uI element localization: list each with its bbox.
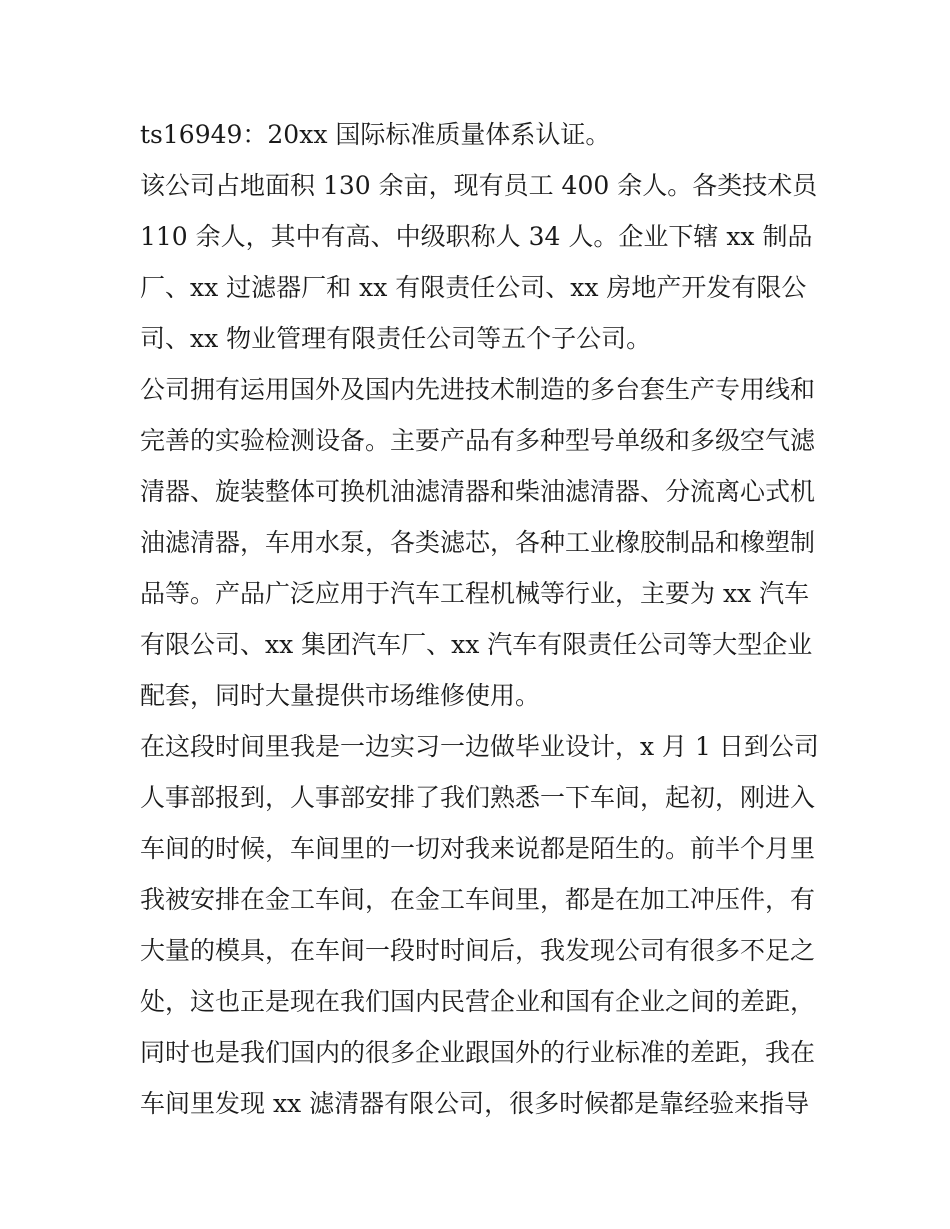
text-line: 公司拥有运用国外及国内先进技术制造的多台套生产专用线和 bbox=[140, 375, 816, 404]
text-line: 司、xx 物业管理有限责任公司等五个子公司。 bbox=[140, 324, 652, 353]
text-line: 品等。产品广泛应用于汽车工程机械等行业，主要为 xx 汽车 bbox=[140, 579, 810, 608]
text-line: 处，这也正是现在我们国内民营企业和国有企业之间的差距， bbox=[140, 987, 816, 1016]
text-line: 配套，同时大量提供市场维修使用。 bbox=[140, 681, 541, 710]
text-line: 完善的实验检测设备。主要产品有多种型号单级和多级空气滤 bbox=[140, 426, 816, 455]
text-line: 厂、xx 过滤器厂和 xx 有限责任公司、xx 房地产开发有限公 bbox=[140, 273, 807, 302]
text-line: 油滤清器，车用水泵，各类滤芯，各种工业橡胶制品和橡塑制 bbox=[140, 528, 816, 557]
text-line: 车间里发现 xx 滤清器有限公司，很多时候都是靠经验来指导 bbox=[140, 1089, 810, 1118]
text-line: 该公司占地面积 130 余亩，现有员工 400 余人。各类技术员 bbox=[140, 171, 818, 200]
text-line: 有限公司、xx 集团汽车厂、xx 汽车有限责任公司等大型企业 bbox=[140, 630, 813, 659]
body-text bbox=[140, 109, 820, 1129]
text-line: 在这段时间里我是一边实习一边做毕业设计，x 月 1 日到公司 bbox=[140, 732, 819, 761]
text-line: 车间的时候，车间里的一切对我来说都是陌生的。前半个月里 bbox=[140, 834, 816, 863]
text-line: ts16949：20xx 国际标准质量体系认证。 bbox=[140, 120, 611, 149]
text-line: 清器、旋装整体可换机油滤清器和柴油滤清器、分流离心式机 bbox=[140, 477, 816, 506]
text-line: 110 余人，其中有高、中级职称人 34 人。企业下辖 xx 制品 bbox=[140, 222, 813, 251]
text-line: 同时也是我们国内的很多企业跟国外的行业标准的差距，我在 bbox=[140, 1038, 816, 1067]
text-line: 人事部报到，人事部安排了我们熟悉一下车间，起初，刚进入 bbox=[140, 783, 816, 812]
text-line: 我被安排在金工车间，在金工车间里，都是在加工冲压件，有 bbox=[140, 885, 816, 914]
text-line: 大量的模具，在车间一段时时间后，我发现公司有很多不足之 bbox=[140, 936, 816, 965]
